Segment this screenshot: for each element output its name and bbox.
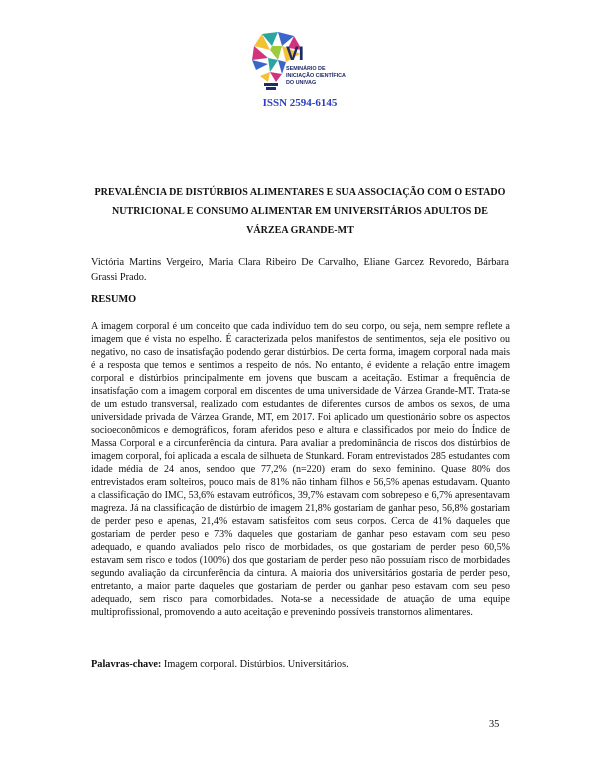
issn-number: ISSN 2594-6145 [262, 97, 338, 109]
logo-line-1: SEMINÁRIO DE [286, 66, 326, 72]
author-list: Victória Martins Vergeiro, Maria Clara Ribeiro De Carvalho, Eliane Garcez Revoredo, Bárbara Grassi Prado. [91, 257, 509, 283]
logo-line-2: INICIAÇÃO CIENTÍFICA [286, 73, 346, 79]
logo-line-3: DO UNIVAG [286, 80, 317, 86]
keywords-line [91, 659, 510, 670]
keywords-text: Imagem corporal. Distúrbios. Universitários. [161, 659, 349, 670]
abstract-heading: RESUMO [91, 294, 137, 305]
keywords-label: Palavras-chave: [91, 659, 162, 670]
paper-title: PREVALÊNCIA DE DISTÚRBIOS ALIMENTARES E SUA ASSOCIAÇÃO COM O ESTADO NUTRICIONAL E CONSUMO ALIMENTAR EM UNIVERSITÁRIOS ADULTOS DE VÁRZEA GRANDE-MT [94, 187, 506, 236]
seminar-logo [248, 30, 348, 92]
abstract-text: A imagem corporal é um conceito que cada indivíduo tem do seu corpo, ou seja, nem sempre reflete a imagem que é vista no espelho. É caracterizada pelos manifestos de sentimentos, seja ele positivo ou negativo, no caso de insatisfação podendo gerar distúrbios. De certa forma, imagem corporal nada mais é a resposta que temos e sentimos a respeito de nós. No entanto, é evidente a relação entre imagem corporal e distúrbios principalmente em jovens que buscam a aceitação. Estimar a frequência de insatisfação com a imagem corporal em discentes de uma universidade de Várzea Grande-MT. Trata-se de um estudo transversal, realizado com estudantes de diferentes cursos de ambos os sexos, de uma universidade privada de Várzea Grande, MT, em 2017. Foi aplicado um questionário sobre os aspectos socioeconômicos e demográficos, foram aferidos peso e altura e classificados por meio do Índice de Massa Corporal e a circunferência da cintura. Para avaliar a predominância de riscos dos distúrbios de imagem corporal, foi aplicada a escala de silhueta de Stunkard. Foram entrevistados 285 estudantes com idade média de 24 anos, sendoo que 77,2% (n=220) eram do sexo feminino. Quase 80% dos entrevistados eram solteiros, pouco mais de 81% não tinham filhos e 56,5% apenas estudavam. Quanto a classificação do IMC, 53,6% estavam eutróficos, 39,7% estavam com sobrepeso e 6,7% apresentavam magreza. Já na classificação de distúrbio de imagem 21,8% gostariam de ganhar peso, 56,8% gostariam de perder peso e apenas, 21,4% estavam satisfeitos com seus corpos. Cerca de 41% daqueles que gostariam de perder peso e 73% daqueles que gostariam de ganhar peso estavam com seu peso adequado, e quando avaliados pelo risco de morbidades, os que gostariam de perder peso 60,5% estavam sem risco e todos (100%) dos que gostariam de perder peso não possuíam risco de morbidades segundo avaliação da circunferência da cintura. A maioria dos universitários gostaria de perder peso, entretanto, a maior parte daqueles que gostariam de perder ou ganhar peso estavam com seu peso adequado, sem risco para comorbidades. Nota-se a necessidade de atuação de uma equipe multiprofissional, promovendo a auto aceitação e prevenindo possíveis transtornos alimentares. [91, 321, 510, 618]
page-number: 35 [489, 719, 500, 730]
logo-numeral: VI [286, 44, 304, 65]
